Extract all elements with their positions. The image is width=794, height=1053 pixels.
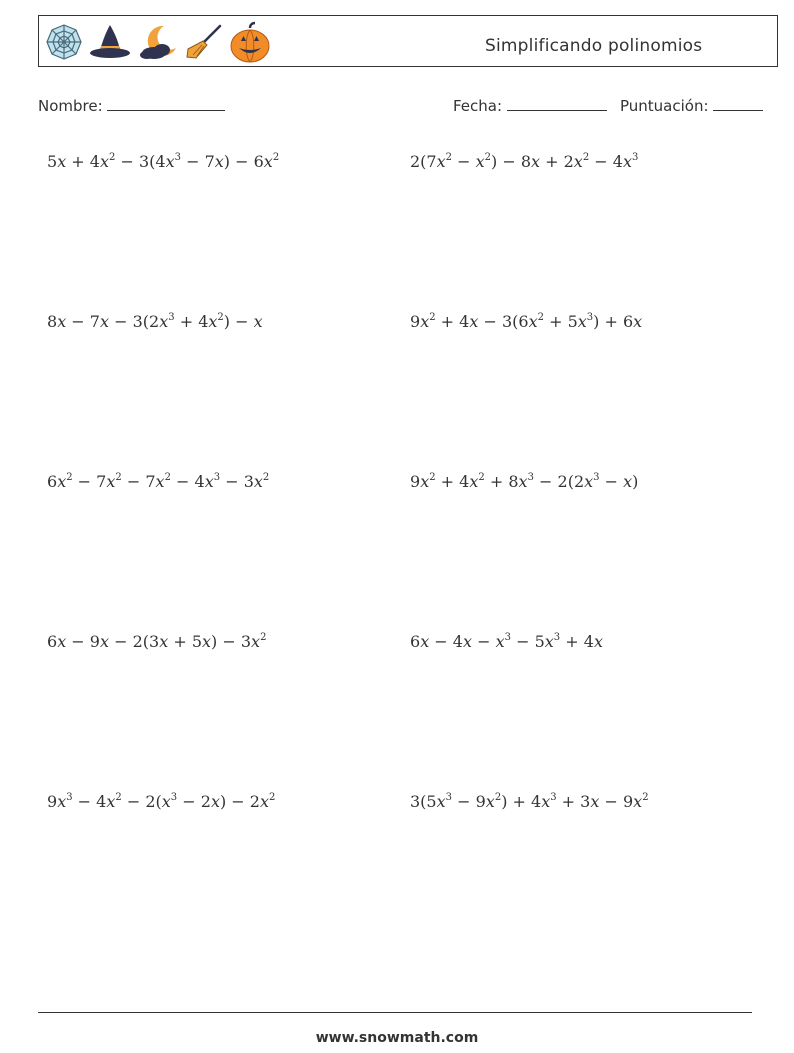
variable: x bbox=[573, 152, 583, 171]
spider-web-icon bbox=[44, 22, 84, 62]
witch-hat-icon bbox=[88, 22, 132, 62]
expression-text: − 7 bbox=[72, 472, 107, 491]
variable: x bbox=[577, 312, 587, 331]
variable: x bbox=[208, 312, 218, 331]
problem-3 bbox=[47, 312, 263, 331]
variable: x bbox=[99, 312, 110, 331]
exponent: 3 bbox=[586, 312, 594, 323]
variable: x bbox=[485, 792, 495, 811]
expression-text: ) − bbox=[223, 312, 254, 331]
variable: x bbox=[99, 152, 110, 171]
variable: x bbox=[210, 792, 220, 811]
expression-text: − 3(2 bbox=[109, 312, 160, 331]
exponent: 2 bbox=[484, 152, 491, 163]
variable: x bbox=[204, 472, 214, 491]
exponent: 3 bbox=[553, 632, 561, 643]
problem-8 bbox=[410, 632, 603, 651]
exponent: 3 bbox=[213, 472, 221, 483]
exponent: 2 bbox=[262, 472, 270, 483]
exponent: 2 bbox=[260, 632, 267, 643]
expression-text: 2(7 bbox=[410, 152, 437, 171]
expression-text: − 2( bbox=[121, 792, 162, 811]
footer-url: www.snowmath.com bbox=[315, 1030, 479, 1046]
variable: x bbox=[420, 472, 430, 491]
variable: x bbox=[57, 792, 67, 811]
variable: x bbox=[106, 472, 116, 491]
expression-text: ) − 3 bbox=[211, 632, 252, 651]
expression-text: ) bbox=[632, 472, 639, 491]
exponent: 2 bbox=[582, 152, 590, 163]
expression-text: − 5 bbox=[511, 632, 545, 651]
page-title: Simplificando polinomios bbox=[485, 36, 703, 56]
expression-text: − 4 bbox=[170, 472, 205, 491]
variable: x bbox=[420, 632, 430, 651]
exponent: 3 bbox=[527, 472, 534, 483]
variable: x bbox=[593, 632, 603, 651]
variable: x bbox=[259, 792, 269, 811]
expression-text: 6 bbox=[410, 632, 421, 651]
variable: x bbox=[99, 632, 110, 651]
date-label: Fecha: bbox=[453, 97, 503, 115]
variable: x bbox=[202, 632, 212, 651]
expression-text: + 4 bbox=[435, 472, 470, 491]
expression-text: + 5 bbox=[543, 312, 578, 331]
variable: x bbox=[633, 312, 643, 331]
expression-text: − 3(4 bbox=[115, 152, 166, 171]
problem-7 bbox=[47, 632, 266, 651]
exponent: 3 bbox=[504, 632, 511, 643]
variable: x bbox=[106, 792, 116, 811]
date-field bbox=[453, 95, 607, 115]
variable: x bbox=[251, 632, 261, 651]
variable: x bbox=[57, 632, 67, 651]
variable: x bbox=[161, 792, 171, 811]
variable: x bbox=[155, 472, 165, 491]
problem-5 bbox=[47, 472, 269, 491]
variable: x bbox=[253, 472, 263, 491]
expression-text: ) + 4 bbox=[501, 792, 542, 811]
variable: x bbox=[469, 312, 479, 331]
expression-text: + 4 bbox=[66, 152, 100, 171]
expression-text: 8 bbox=[47, 312, 58, 331]
name-label: Nombre: bbox=[38, 97, 103, 115]
exponent: 3 bbox=[445, 792, 453, 803]
expression-text: − 9 bbox=[66, 632, 100, 651]
exponent: 3 bbox=[174, 152, 181, 163]
problem-1 bbox=[47, 152, 279, 171]
exponent: 2 bbox=[429, 312, 436, 323]
variable: x bbox=[436, 792, 446, 811]
variable: x bbox=[544, 632, 554, 651]
expression-text: 9 bbox=[410, 472, 421, 491]
expression-text: + 8 bbox=[484, 472, 519, 491]
problem-9 bbox=[47, 792, 275, 811]
expression-text: + 4 bbox=[174, 312, 209, 331]
exponent: 3 bbox=[632, 152, 639, 163]
exponent: 2 bbox=[217, 312, 224, 323]
expression-text: 6 bbox=[47, 472, 58, 491]
score-field bbox=[620, 95, 763, 115]
exponent: 3 bbox=[593, 472, 600, 483]
exponent: 2 bbox=[445, 152, 453, 163]
expression-text: − 2(3 bbox=[109, 632, 160, 651]
exponent: 2 bbox=[115, 792, 122, 803]
expression-text: ) − 6 bbox=[223, 152, 264, 171]
variable: x bbox=[57, 472, 67, 491]
variable: x bbox=[159, 312, 169, 331]
expression-text: − 9 bbox=[599, 792, 634, 811]
variable: x bbox=[57, 312, 67, 331]
expression-text: − 9 bbox=[452, 792, 486, 811]
header-icons bbox=[44, 19, 272, 65]
expression-text: ) + 6 bbox=[593, 312, 634, 331]
expression-text: + 2 bbox=[540, 152, 574, 171]
expression-text: 6 bbox=[47, 632, 58, 651]
expression-text: 5 bbox=[47, 152, 58, 171]
exponent: 2 bbox=[272, 152, 280, 163]
variable: x bbox=[57, 152, 67, 171]
score-label: Puntuación: bbox=[620, 97, 709, 115]
variable: x bbox=[584, 472, 594, 491]
expression-text: 9 bbox=[47, 792, 58, 811]
exponent: 3 bbox=[66, 792, 73, 803]
name-blank[interactable] bbox=[107, 95, 225, 111]
variable: x bbox=[253, 312, 263, 331]
expression-text: − 3 bbox=[220, 472, 254, 491]
problem-4 bbox=[410, 312, 642, 331]
problem-6 bbox=[410, 472, 638, 491]
exponent: 3 bbox=[168, 312, 175, 323]
problem-10 bbox=[410, 792, 649, 811]
expression-text: + 4 bbox=[560, 632, 594, 651]
exponent: 2 bbox=[494, 792, 502, 803]
expression-text: ) − 8 bbox=[491, 152, 531, 171]
exponent: 2 bbox=[115, 472, 122, 483]
date-blank[interactable] bbox=[507, 95, 607, 111]
variable: x bbox=[531, 152, 541, 171]
problem-2 bbox=[410, 152, 638, 171]
expression-text: + 5 bbox=[168, 632, 202, 651]
exponent: 2 bbox=[109, 152, 116, 163]
variable: x bbox=[541, 792, 551, 811]
variable: x bbox=[165, 152, 175, 171]
variable: x bbox=[214, 152, 224, 171]
expression-text: − 4 bbox=[72, 792, 107, 811]
expression-text: − 4 bbox=[589, 152, 623, 171]
moon-cloud-icon bbox=[136, 22, 180, 62]
expression-text: + 3 bbox=[556, 792, 591, 811]
expression-text: − 3(6 bbox=[478, 312, 529, 331]
variable: x bbox=[420, 312, 430, 331]
expression-text: − bbox=[452, 152, 476, 171]
expression-text: − 7 bbox=[180, 152, 215, 171]
pumpkin-icon bbox=[228, 20, 272, 64]
expression-text: − 7 bbox=[66, 312, 100, 331]
exponent: 2 bbox=[478, 472, 485, 483]
expression-text: − 4 bbox=[429, 632, 463, 651]
broom-icon bbox=[184, 22, 224, 62]
exponent: 2 bbox=[642, 792, 649, 803]
variable: x bbox=[469, 472, 479, 491]
variable: x bbox=[633, 792, 643, 811]
expression-text: + 4 bbox=[435, 312, 470, 331]
worksheet-header bbox=[38, 15, 778, 67]
footer-divider bbox=[38, 1012, 752, 1013]
variable: x bbox=[462, 632, 473, 651]
variable: x bbox=[475, 152, 485, 171]
exponent: 2 bbox=[537, 312, 544, 323]
exponent: 2 bbox=[429, 472, 436, 483]
expression-text: − bbox=[599, 472, 624, 491]
exponent: 2 bbox=[66, 472, 73, 483]
score-blank[interactable] bbox=[713, 95, 763, 111]
expression-text: − 2(2 bbox=[533, 472, 585, 491]
expression-text: 3(5 bbox=[410, 792, 437, 811]
variable: x bbox=[495, 632, 505, 651]
exponent: 2 bbox=[164, 472, 171, 483]
variable: x bbox=[623, 472, 633, 491]
expression-text: 9 bbox=[410, 312, 421, 331]
variable: x bbox=[518, 472, 528, 491]
variable: x bbox=[263, 152, 273, 171]
expression-text: ) − 2 bbox=[219, 792, 260, 811]
expression-text: − 7 bbox=[121, 472, 156, 491]
expression-text: − bbox=[472, 632, 496, 651]
variable: x bbox=[590, 792, 600, 811]
variable: x bbox=[436, 152, 446, 171]
exponent: 3 bbox=[170, 792, 178, 803]
name-field bbox=[38, 95, 225, 115]
variable: x bbox=[622, 152, 632, 171]
variable: x bbox=[159, 632, 169, 651]
exponent: 2 bbox=[269, 792, 276, 803]
expression-text: − 2 bbox=[177, 792, 211, 811]
exponent: 3 bbox=[550, 792, 557, 803]
variable: x bbox=[528, 312, 538, 331]
